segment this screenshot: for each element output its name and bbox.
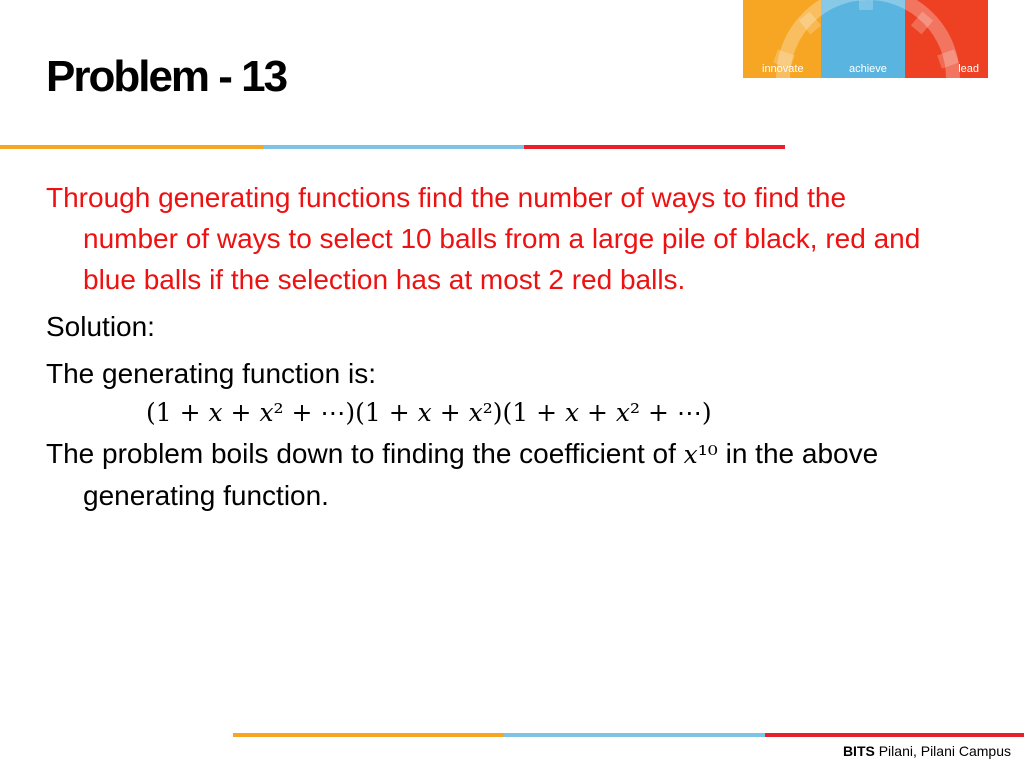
logo-lead-text: lead xyxy=(958,63,979,75)
header-divider-orange xyxy=(0,145,263,149)
generating-function-equation: (1 + 𝑥 + 𝑥² + ⋯)(1 + 𝑥 + 𝑥²)(1 + 𝑥 + 𝑥² + ⋯) xyxy=(146,398,712,427)
bits-logo xyxy=(743,0,988,78)
header-divider-red xyxy=(524,145,785,149)
footer-brand: BITS xyxy=(842,743,875,759)
generating-function-label: The generating function is: xyxy=(46,358,376,389)
solution-label: Solution: xyxy=(46,311,155,342)
footer-divider-red xyxy=(765,733,1024,737)
footer-divider-orange xyxy=(233,733,504,737)
slide-content xyxy=(46,177,926,522)
problem-statement: Through generating functions find the number of ways to find the number of ways to select 10 balls from a large pile of black, red and blue balls if the selection has at most 2 red balls. xyxy=(46,182,921,295)
logo-innovate-text: innovate xyxy=(762,63,804,75)
header-divider-blue xyxy=(263,145,524,149)
conclusion-text-start: The problem boils down to finding the coefficient of xyxy=(46,438,684,469)
footer-caption xyxy=(843,743,1011,759)
conclusion-text-end: in the above generating function. xyxy=(83,438,879,511)
logo-achieve-text: achieve xyxy=(849,63,887,75)
slide-title: Problem - 13 xyxy=(46,52,287,101)
logo-achieve-block xyxy=(821,0,905,78)
footer-divider-blue xyxy=(504,733,765,737)
footer-campus: Pilani, Pilani Campus xyxy=(874,743,1011,759)
logo-lead-block xyxy=(905,0,988,78)
coefficient-term: 𝑥¹⁰ xyxy=(683,440,718,469)
logo-innovate-block xyxy=(743,0,821,78)
conclusion-text xyxy=(46,433,926,516)
